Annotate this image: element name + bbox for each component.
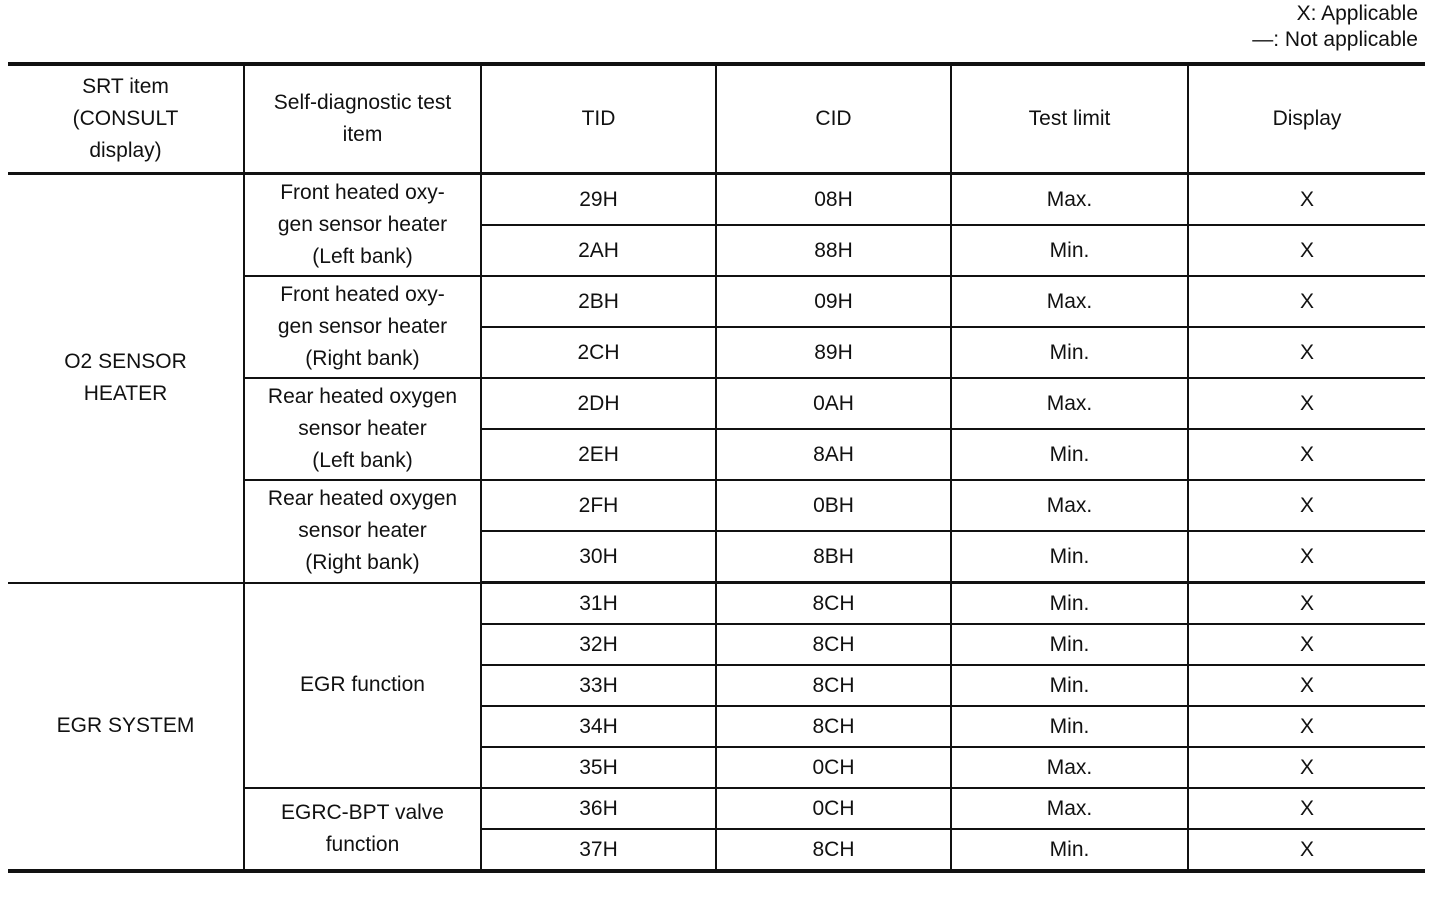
- test-limit-cell: Min.: [951, 665, 1188, 706]
- header-srt-item-line3: display): [89, 139, 162, 162]
- tid-cell: 35H: [481, 747, 716, 788]
- test-item-line1: Rear heated oxygen: [267, 487, 458, 511]
- table-row: [8, 174, 1425, 226]
- test-item-line1: Rear heated oxygen: [267, 385, 458, 408]
- display-cell: X: [1188, 624, 1425, 665]
- cid-cell: 0CH: [716, 747, 951, 788]
- srt-item-o2-sensor-heater: [8, 174, 244, 583]
- cid-cell: 8CH: [716, 624, 951, 665]
- srt-item-line2: HEATER: [83, 382, 168, 406]
- test-limit-cell: Min.: [951, 327, 1188, 378]
- header-row: [8, 64, 1425, 174]
- header-display: Display: [1188, 64, 1425, 174]
- display-cell: X: [1188, 788, 1425, 829]
- tid-cell: 34H: [481, 706, 716, 747]
- legend: [1252, 1, 1418, 53]
- test-item-egrc-bpt-valve: [244, 788, 481, 871]
- test-limit-cell: Max.: [951, 747, 1188, 788]
- tid-cell: 2CH: [481, 327, 716, 378]
- display-cell: X: [1188, 583, 1425, 625]
- test-item-front-left: [244, 174, 481, 277]
- table-body: [8, 174, 1425, 872]
- test-limit-cell: Max.: [951, 174, 1188, 226]
- display-cell: X: [1188, 429, 1425, 480]
- header-cid: CID: [716, 64, 951, 174]
- cid-cell: 8AH: [716, 429, 951, 480]
- test-limit-cell: Max.: [951, 788, 1188, 829]
- header-srt-item-line1: SRT item: [82, 75, 169, 98]
- srt-item-egr-system: [8, 583, 244, 872]
- test-item-line3: (Right bank): [305, 347, 420, 370]
- test-item-line1: EGR function: [300, 673, 425, 697]
- test-item-line3: (Left bank): [312, 245, 413, 268]
- test-item-line1: Front heated oxy-: [280, 181, 445, 204]
- display-cell: X: [1188, 378, 1425, 429]
- tid-cell: 2DH: [481, 378, 716, 429]
- test-item-line3: (Right bank): [305, 551, 420, 575]
- tid-cell: 33H: [481, 665, 716, 706]
- display-cell: X: [1188, 276, 1425, 327]
- cid-cell: 09H: [716, 276, 951, 327]
- tid-cell: 2BH: [481, 276, 716, 327]
- legend-not-applicable: —: Not applicable: [1252, 28, 1418, 51]
- tid-cell: 30H: [481, 531, 716, 583]
- header-srt-item: [8, 64, 244, 174]
- test-limit-cell: Min.: [951, 829, 1188, 871]
- test-item-line2: function: [325, 833, 400, 856]
- display-cell: X: [1188, 225, 1425, 276]
- display-cell: X: [1188, 665, 1425, 706]
- test-item-egr-function: [244, 583, 481, 789]
- test-item-line2: gen sensor heater: [277, 315, 448, 338]
- cid-cell: 88H: [716, 225, 951, 276]
- test-limit-cell: Max.: [951, 480, 1188, 531]
- table-header: [8, 64, 1425, 174]
- tid-cell: 29H: [481, 174, 716, 226]
- header-test-item-line2: item: [342, 123, 383, 146]
- cid-cell: 0CH: [716, 788, 951, 829]
- cid-cell: 8CH: [716, 665, 951, 706]
- tid-cell: 2FH: [481, 480, 716, 531]
- test-item-line2: sensor heater: [298, 417, 427, 440]
- test-limit-cell: Max.: [951, 276, 1188, 327]
- test-limit-cell: Min.: [951, 429, 1188, 480]
- test-item-rear-left: [244, 378, 481, 480]
- test-item-front-right: [244, 276, 481, 378]
- test-item-line2: gen sensor heater: [277, 213, 448, 236]
- srt-item-line1: O2 SENSOR: [64, 350, 187, 374]
- legend-applicable: X: Applicable: [1296, 2, 1418, 25]
- tid-cell: 36H: [481, 788, 716, 829]
- display-cell: X: [1188, 174, 1425, 226]
- test-limit-cell: Min.: [951, 531, 1188, 583]
- cid-cell: 0AH: [716, 378, 951, 429]
- test-item-rear-right: [244, 480, 481, 583]
- cid-cell: 8CH: [716, 706, 951, 747]
- test-item-line2: sensor heater: [298, 519, 427, 543]
- display-cell: X: [1188, 327, 1425, 378]
- cid-cell: 8CH: [716, 583, 951, 625]
- header-srt-item-line2: (CONSULT: [72, 107, 179, 130]
- cid-cell: 89H: [716, 327, 951, 378]
- test-item-line1: Front heated oxy-: [280, 283, 445, 306]
- test-item-line1: EGRC-BPT valve: [281, 801, 444, 824]
- display-cell: X: [1188, 747, 1425, 788]
- display-cell: X: [1188, 829, 1425, 871]
- display-cell: X: [1188, 531, 1425, 583]
- test-item-line3: (Left bank): [312, 449, 413, 472]
- tid-cell: 32H: [481, 624, 716, 665]
- table-row: [8, 583, 1425, 625]
- tid-cell: 2AH: [481, 225, 716, 276]
- tid-cell: 2EH: [481, 429, 716, 480]
- test-limit-cell: Min.: [951, 624, 1188, 665]
- test-limit-cell: Min.: [951, 583, 1188, 625]
- cid-cell: 0BH: [716, 480, 951, 531]
- srt-table: [8, 62, 1425, 873]
- test-limit-cell: Max.: [951, 378, 1188, 429]
- cid-cell: 08H: [716, 174, 951, 226]
- test-limit-cell: Min.: [951, 706, 1188, 747]
- srt-item-line1: EGR SYSTEM: [56, 714, 195, 738]
- header-test-item-line1: Self-diagnostic test: [273, 91, 452, 114]
- header-test-limit: Test limit: [951, 64, 1188, 174]
- tid-cell: 37H: [481, 829, 716, 871]
- tid-cell: 31H: [481, 583, 716, 625]
- header-test-item: [244, 64, 481, 174]
- display-cell: X: [1188, 480, 1425, 531]
- display-cell: X: [1188, 706, 1425, 747]
- cid-cell: 8CH: [716, 829, 951, 871]
- cid-cell: 8BH: [716, 531, 951, 583]
- header-tid: TID: [481, 64, 716, 174]
- test-limit-cell: Min.: [951, 225, 1188, 276]
